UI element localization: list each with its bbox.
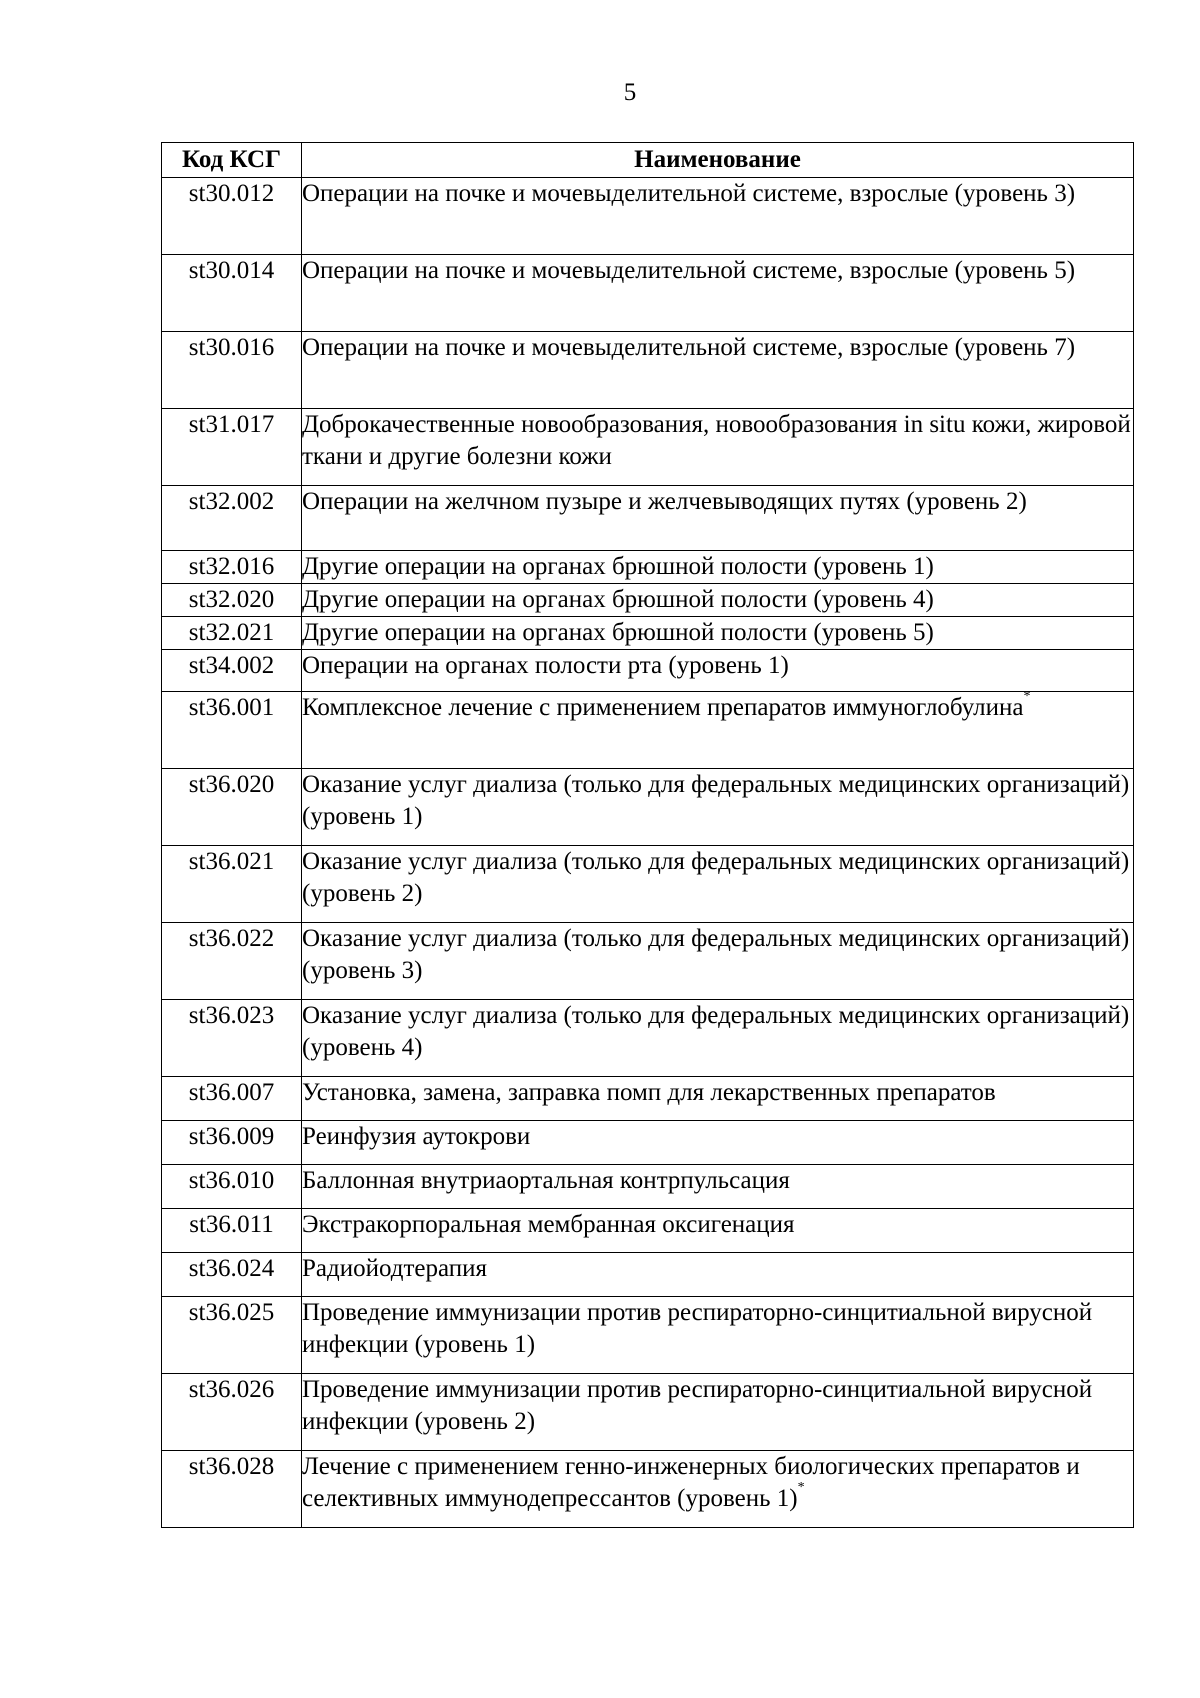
- row-code: st30.016: [162, 332, 302, 409]
- row-name: [302, 617, 1134, 650]
- row-name-text: Лечение с применением генно-инженерных биологических препаратов и селективных иммунодепрессантов (уровень 1): [302, 1453, 1080, 1512]
- row-name: [302, 1451, 1134, 1528]
- row-code: st30.014: [162, 255, 302, 332]
- row-name-text: Экстракорпоральная мембранная оксигенация: [302, 1211, 795, 1238]
- table-row: [162, 584, 1134, 617]
- row-name: [302, 332, 1134, 409]
- table-row: [162, 692, 1134, 769]
- row-name-text: Установка, замена, заправка помп для лекарственных препаратов: [302, 1079, 996, 1106]
- table-row: [162, 409, 1134, 486]
- row-name: [302, 584, 1134, 617]
- row-name: [302, 1121, 1134, 1165]
- row-code: st31.017: [162, 409, 302, 486]
- row-name: [302, 178, 1134, 255]
- row-code: st36.023: [162, 1000, 302, 1077]
- row-name-text: Комплексное лечение с применением препаратов иммуноглобулина: [302, 694, 1024, 721]
- row-name: [302, 1000, 1134, 1077]
- row-code: st36.009: [162, 1121, 302, 1165]
- row-name-text: Реинфузия аутокрови: [302, 1123, 531, 1150]
- footnote-mark: *: [1023, 689, 1031, 704]
- table-row: [162, 650, 1134, 692]
- row-name-text: Операции на желчном пузыре и желчевыводящих путях (уровень 2): [302, 488, 1027, 515]
- row-name-text: Оказание услуг диализа (только для федеральных медицинских организаций) (уровень 3): [302, 925, 1130, 984]
- row-name-text: Другие операции на органах брюшной полости (уровень 1): [302, 553, 934, 580]
- row-code: st32.016: [162, 551, 302, 584]
- table-row: [162, 178, 1134, 255]
- table-row: [162, 1121, 1134, 1165]
- row-code: st32.020: [162, 584, 302, 617]
- row-code: st36.020: [162, 769, 302, 846]
- table-row: [162, 769, 1134, 846]
- row-code: st36.026: [162, 1374, 302, 1451]
- row-name: [302, 1209, 1134, 1253]
- row-name-text: Проведение иммунизации против респираторно-синцитиальной вирусной инфекции (уровень 2): [302, 1376, 1093, 1435]
- table-row: [162, 1374, 1134, 1451]
- row-name: [302, 689, 1134, 769]
- row-name: [302, 486, 1134, 551]
- header-name: Наименование: [302, 143, 1134, 178]
- table-row: [162, 332, 1134, 409]
- row-code: st36.001: [162, 692, 302, 769]
- row-name: [302, 409, 1134, 486]
- row-name-text: Доброкачественные новообразования, новообразования in situ кожи, жировой ткани и другие болезни кожи: [302, 411, 1131, 470]
- row-name: [302, 1297, 1134, 1374]
- row-code: st36.022: [162, 923, 302, 1000]
- row-name-text: Оказание услуг диализа (только для федеральных медицинских организаций) (уровень 2): [302, 848, 1130, 907]
- row-name-text: Другие операции на органах брюшной полости (уровень 4): [302, 586, 934, 613]
- table-row: [162, 486, 1134, 551]
- row-name: [302, 923, 1134, 1000]
- row-name-text: Операции на почке и мочевыделительной системе, взрослые (уровень 7): [302, 334, 1076, 361]
- table-row: [162, 1451, 1134, 1528]
- table-row: [162, 617, 1134, 650]
- row-code: st34.002: [162, 650, 302, 692]
- footnote-mark: *: [797, 1480, 805, 1495]
- row-name: [302, 255, 1134, 332]
- ksg-table: [161, 142, 1134, 1528]
- table-row: [162, 846, 1134, 923]
- row-name-text: Проведение иммунизации против респираторно-синцитиальной вирусной инфекции (уровень 1): [302, 1299, 1093, 1358]
- row-name: [302, 1165, 1134, 1209]
- row-name-text: Баллонная внутриаортальная контрпульсация: [302, 1167, 790, 1194]
- row-name: [302, 846, 1134, 923]
- row-code: st36.011: [162, 1209, 302, 1253]
- table-row: [162, 1077, 1134, 1121]
- row-name-text: Операции на органах полости рта (уровень 1): [302, 652, 789, 679]
- row-code: st32.021: [162, 617, 302, 650]
- row-code: st36.021: [162, 846, 302, 923]
- row-name: [302, 769, 1134, 846]
- row-code: st36.007: [162, 1077, 302, 1121]
- row-code: st36.010: [162, 1165, 302, 1209]
- table-row: [162, 551, 1134, 584]
- table-row: [162, 1165, 1134, 1209]
- row-name-text: Оказание услуг диализа (только для федеральных медицинских организаций) (уровень 1): [302, 771, 1130, 830]
- row-code: st36.028: [162, 1451, 302, 1528]
- row-code: st36.024: [162, 1253, 302, 1297]
- table-row: [162, 1000, 1134, 1077]
- row-name: [302, 551, 1134, 584]
- table-row: [162, 255, 1134, 332]
- row-code: st36.025: [162, 1297, 302, 1374]
- row-name-text: Операции на почке и мочевыделительной системе, взрослые (уровень 3): [302, 180, 1076, 207]
- row-code: st32.002: [162, 486, 302, 551]
- table-row: [162, 1209, 1134, 1253]
- row-name: [302, 650, 1134, 692]
- table-row: [162, 1253, 1134, 1297]
- row-code: st30.012: [162, 178, 302, 255]
- row-name-text: Другие операции на органах брюшной полости (уровень 5): [302, 619, 934, 646]
- table-header-row: [162, 143, 1134, 178]
- row-name: [302, 1374, 1134, 1451]
- table-row: [162, 923, 1134, 1000]
- row-name: [302, 1077, 1134, 1121]
- row-name-text: Радиойодтерапия: [302, 1255, 488, 1282]
- row-name-text: Оказание услуг диализа (только для федеральных медицинских организаций) (уровень 4): [302, 1002, 1130, 1061]
- row-name: [302, 1253, 1134, 1297]
- page-number: 5: [623, 79, 637, 106]
- header-code: Код КСГ: [162, 143, 302, 178]
- table-row: [162, 1297, 1134, 1374]
- row-name-text: Операции на почке и мочевыделительной системе, взрослые (уровень 5): [302, 257, 1076, 284]
